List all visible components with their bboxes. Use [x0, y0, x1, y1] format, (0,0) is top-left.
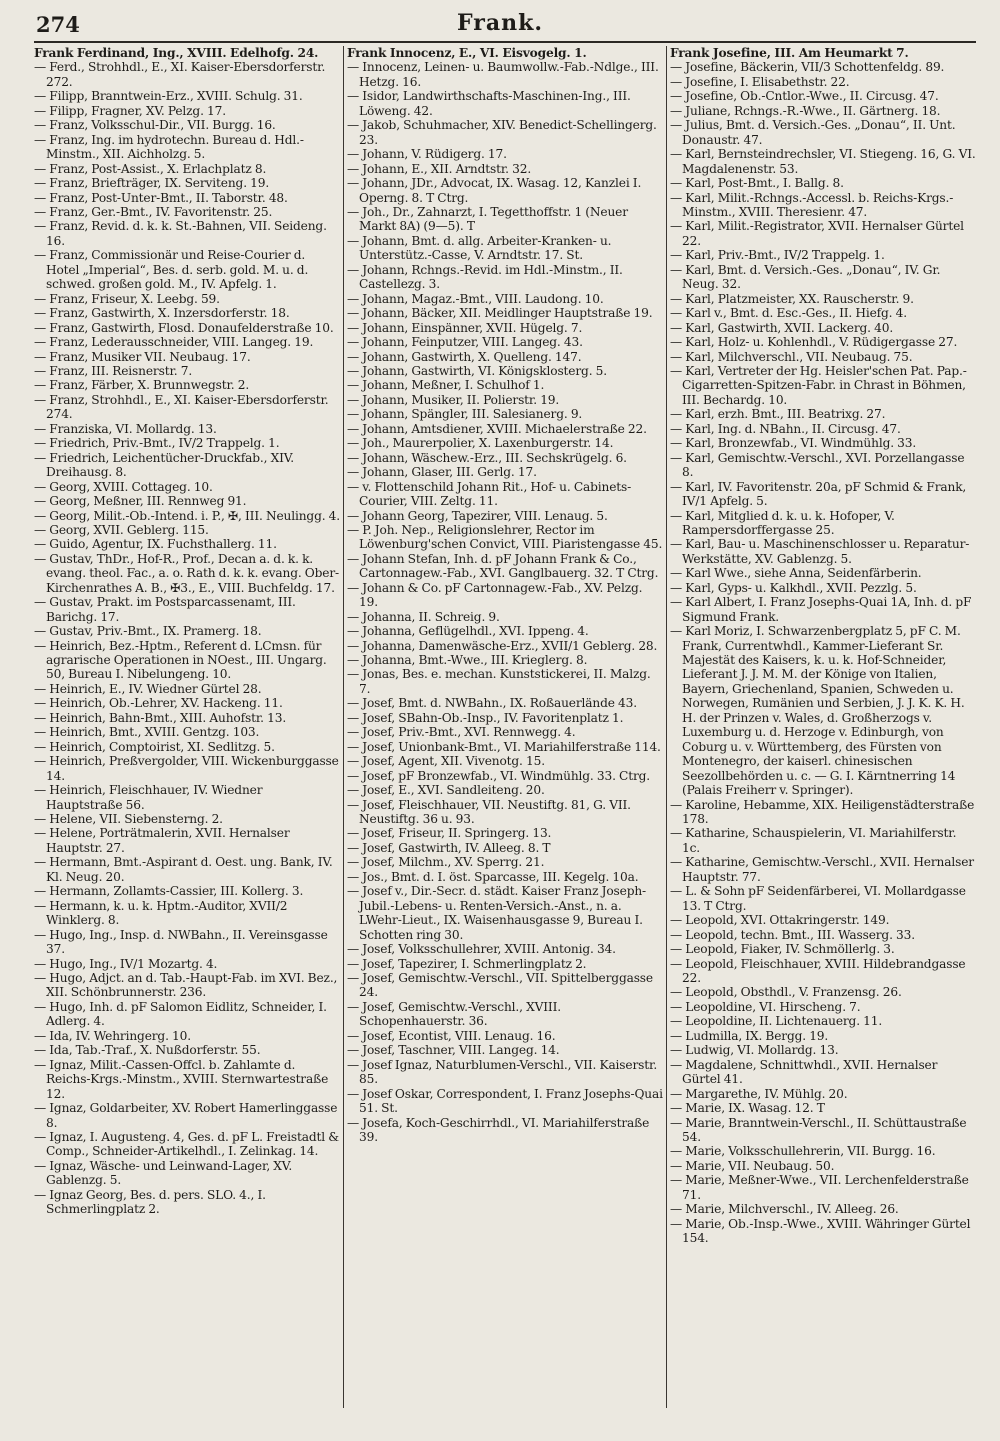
directory-entry: — Heinrich, Bez.-Hptm., Referent d. LCmsn. für agrarische Operationen in NOest., III. Ungarg. 50, Bureau I. Nibelungeng. 10.: [34, 638, 327, 682]
directory-entry: — Karl Albert, I. Franz Josephs-Quai 1A, Inh. d. pF Sigmund Frank.: [670, 595, 972, 624]
directory-entry: — Johann, Gastwirth, VI. Königsklosterg. 5.: [347, 363, 607, 378]
directory-entry: — Heinrich, Ob.-Lehrer, XV. Hackeng. 11.: [34, 696, 283, 711]
directory-entry: — Josef v., Dir.-Secr. d. städt. Kaiser Franz Joseph-Jubil.-Lebens- u. Renten-Versich.-Anst., n. a. LWehr-Lieut., IX. Waisenhausgasse 9, Bureau I. Schotten ring 30.: [347, 884, 647, 942]
directory-entry: — Gustav, Priv.-Bmt., IX. Pramerg. 18.: [34, 624, 262, 639]
directory-entry: — Karl, Bau- u. Maschinenschlosser u. Reparatur-Werkstätte, XV. Gablenzg. 5.: [670, 537, 970, 566]
directory-entry: — Franz, Musiker VII. Neubaug. 17.: [34, 349, 251, 364]
directory-entry: — Johann, Bäcker, XII. Meidlinger Hauptstraße 19.: [347, 306, 653, 321]
column-right: [670, 46, 976, 1406]
directory-entry: — Franz, Briefträger, IX. Serviteng. 19.: [34, 176, 270, 191]
directory-entry: — Ignaz, I. Augusteng. 4, Ges. d. pF L. Freistadtl & Comp., Schneider-Artikelhdl., I. Zelinkag. 14.: [34, 1129, 339, 1159]
directory-entry: — Georg, Milit.-Ob.-Intend. i. P., ✠, III. Neulingg. 4.: [34, 508, 340, 523]
directory-entry: — Karl Wwe., siehe Anna, Seidenfärberin.: [670, 566, 922, 581]
directory-entry: — Josefine, I. Elisabethstr. 22.: [670, 74, 850, 89]
directory-entry: — Josef, Friseur, II. Springerg. 13.: [347, 826, 552, 841]
directory-entry: — Hugo, Ing., Insp. d. NWBahn., II. Vereinsgasse 37.: [34, 927, 328, 957]
directory-entry: — Josef, Agent, XII. Vivenotg. 15.: [347, 754, 545, 769]
directory-entry: — Innocenz, Leinen- u. Baumwollw.-Fab.-Ndlge., III. Hetzg. 16.: [347, 60, 659, 89]
directory-entry: — Isidor, Landwirthschafts-Maschinen-Ing., III. Löweng. 42.: [347, 89, 631, 118]
directory-entry: — Josefine, Ob.-Cntlor.-Wwe., II. Circusg. 47.: [670, 89, 939, 104]
directory-entry: — Karl, Ing. d. NBahn., II. Circusg. 47.: [670, 421, 901, 436]
directory-entry: — Franz, Volksschul-Dir., VII. Burgg. 16.: [34, 118, 276, 133]
directory-entry: — Georg, XVII. Geblerg. 115.: [34, 522, 209, 537]
directory-entry: — Johann, Feinputzer, VIII. Langeg. 43.: [347, 335, 583, 350]
directory-entry: — Johann, Bmt. d. allg. Arbeiter-Kranken- u. Unterstütz.-Casse, V. Arndtstr. 17. St.: [347, 233, 612, 263]
directory-entry: — Marie, Branntwein-Verschl., II. Schüttaustraße 54.: [670, 1115, 967, 1144]
directory-entry: — Josef, SBahn-Ob.-Insp., IV. Favoritenplatz 1.: [347, 710, 624, 725]
directory-entry: — Marie, Milchverschl., IV. Alleeg. 26.: [670, 1202, 899, 1217]
directory-entry: — Guido, Agentur, IX. Fuchsthallerg. 11.: [34, 537, 277, 552]
directory-entry: — Johanna, Damenwäsche-Erz., XVII/1 Geblerg. 28.: [347, 638, 658, 653]
directory-entry: — Franziska, VI. Mollardg. 13.: [34, 421, 217, 436]
directory-entry: — Karl v., Bmt. d. Esc.-Ges., II. Hiefg. 4.: [670, 306, 907, 321]
directory-entry: — Katharine, Gemischtw.-Verschl., XVII. Hernalser Hauptstr. 77.: [670, 855, 974, 884]
directory-entry: — L. & Sohn pF Seidenfärberei, VI. Mollardgasse 13. T Ctrg.: [670, 884, 966, 913]
directory-entry: — Josef Oskar, Correspondent, I. Franz Josephs-Quai 51. St.: [347, 1086, 663, 1116]
directory-entry: — Karl, IV. Favoritenstr. 20a, pF Schmid & Frank, IV/1 Apfelg. 5.: [670, 479, 967, 509]
directory-entry: — Karl, Gemischtw.-Verschl., XVI. Porzellangasse 8.: [670, 450, 965, 480]
directory-entry: — Josef, Tapezirer, I. Schmerlingplatz 2.: [347, 956, 587, 971]
page-number: 274: [36, 12, 80, 37]
directory-entry: — Heinrich, Comptoirist, XI. Sedlitzg. 5.: [34, 739, 275, 754]
directory-entry: — Helene, VII. Siebensterng. 2.: [34, 812, 223, 827]
directory-entry: — Juliane, Rchngs.-R.-Wwe., II. Gärtnerg. 18.: [670, 103, 941, 118]
directory-entry: — Georg, XVIII. Cottageg. 10.: [34, 479, 213, 494]
directory-entry: — Hermann, Zollamts-Cassier, III. Kollerg. 3.: [34, 884, 304, 899]
directory-entry: — Leopoldine, VI. Hirscheng. 7.: [670, 999, 861, 1014]
directory-entry: — Franz, Friseur, X. Leebg. 59.: [34, 291, 220, 306]
directory-entry: — Ignaz, Wäsche- und Leinwand-Lager, XV. Gablenzg. 5.: [34, 1158, 293, 1188]
directory-entry: — Karl, Gastwirth, XVII. Lackerg. 40.: [670, 320, 894, 335]
directory-entry: — Franz, Post-Assist., X. Erlachplatz 8.: [34, 161, 267, 176]
directory-entry: — Franz, Revid. d. k. k. St.-Bahnen, VII. Seideng. 16.: [34, 219, 327, 248]
directory-entry: — Julius, Bmt. d. Versich.-Ges. „Donau“, II. Unt. Donaustr. 47.: [670, 118, 956, 147]
directory-entry: — Josefine, Bäckerin, VII/3 Schottenfeldg. 89.: [670, 60, 945, 75]
directory-entry: — Marie, Meßner-Wwe., VII. Lerchenfelderstraße 71.: [670, 1173, 969, 1202]
directory-entry: — Karl, Milit.-Registrator, XVII. Hernalser Gürtel 22.: [670, 219, 964, 248]
directory-entry: — Josef, Bmt. d. NWBahn., IX. Roßauerlände 43.: [347, 696, 637, 711]
directory-entry: — Heinrich, Bahn-Bmt., XIII. Auhofstr. 13.: [34, 710, 287, 725]
directory-entry: — Joh., Maurerpolier, X. Laxenburgerstr. 14.: [347, 436, 614, 451]
directory-entry: — Hugo, Ing., IV/1 Mozartg. 4.: [34, 956, 218, 971]
directory-entry: — Karl, Holz- u. Kohlenhdl., V. Rüdigergasse 27.: [670, 335, 958, 350]
directory-entry: — Josefa, Koch-Geschirrhdl., VI. Mariahilferstraße 39.: [347, 1115, 650, 1144]
directory-entry: — Josef, Priv.-Bmt., XVI. Rennwegg. 4.: [347, 725, 576, 740]
directory-entry: — P. Joh. Nep., Religionslehrer, Rector im Löwenburg'schen Convict, VIII. Piaristengasse 45.: [347, 522, 663, 552]
column-middle: [347, 46, 663, 1406]
column-left: [34, 46, 340, 1406]
directory-entry: — Karl, Priv.-Bmt., IV/2 Trappelg. 1.: [670, 248, 885, 263]
directory-entry: — Jos., Bmt. d. I. öst. Sparcasse, III. Kegelg. 10a.: [347, 869, 639, 884]
directory-entry: — Hugo, Adjct. an d. Tab.-Haupt-Fab. im XVI. Bez., XII. Schönbrunnerstr. 236.: [34, 971, 338, 1000]
directory-entry: — Ludwig, VI. Mollardg. 13.: [670, 1043, 839, 1058]
directory-entry: — Heinrich, Preßvergolder, VIII. Wickenburggasse 14.: [34, 754, 339, 783]
directory-entry: — Jonas, Bes. e. mechan. Kunststickerei, II. Malzg. 7.: [347, 667, 651, 696]
directory-entry: — Marie, IX. Wasag. 12. T: [670, 1101, 825, 1116]
directory-entry: Frank Innocenz, E., VI. Eisvogelg. 1.: [347, 46, 587, 60]
directory-entry: — Ignaz, Milit.-Cassen-Offcl. b. Zahlamte d. Reichs-Krgs.-Minstm., XVIII. Sternwartestraße 12.: [34, 1057, 329, 1101]
directory-entry: — Josef Ignaz, Naturblumen-Verschl., VII. Kaiserstr. 85.: [347, 1057, 658, 1087]
directory-entry: — Leopoldine, II. Lichtenauerg. 11.: [670, 1014, 883, 1029]
directory-entry: — Josef, Econtist, VIII. Lenaug. 16.: [347, 1028, 556, 1043]
directory-entry: — Ida, IV. Wehringerg. 10.: [34, 1028, 191, 1043]
directory-entry: — Johann, Meßner, I. Schulhof 1.: [347, 378, 545, 393]
directory-entry: — Gustav, Prakt. im Postsparcassenamt, III. Barichg. 17.: [34, 595, 296, 624]
directory-entry: — Karl, Bernsteindrechsler, VI. Stiegeng. 16, G. VI. Magdalenenstr. 53.: [670, 147, 976, 176]
directory-entry: — Hugo, Inh. d. pF Salomon Eidlitz, Schneider, I. Adlerg. 4.: [34, 999, 327, 1029]
directory-entry: — Margarethe, IV. Mühlg. 20.: [670, 1086, 848, 1101]
directory-entry: — Johann, V. Rüdigerg. 17.: [347, 147, 507, 162]
directory-entry: — Leopold, Fleischhauer, XVIII. Hildebrandgasse 22.: [670, 956, 966, 985]
directory-entry: — Karl, Platzmeister, XX. Rauscherstr. 9.: [670, 291, 914, 306]
directory-entry: — Josef, pF Bronzewfab., VI. Windmühlg. 33. Ctrg.: [347, 768, 651, 783]
directory-entry: — Karl, Mitglied d. k. u. k. Hofoper, V. Rampersdorffergasse 25.: [670, 508, 895, 537]
directory-entry: — Karl, Gyps- u. Kalkhdl., XVII. Pezzlg. 5.: [670, 580, 917, 595]
directory-entry: — Johann Stefan, Inh. d. pF Johann Frank & Co., Cartonnagew.-Fab., XVI. Ganglbauerg. 32. T Ctrg.: [347, 551, 659, 581]
directory-entry: — Karl, Bronzewfab., VI. Windmühlg. 33.: [670, 436, 917, 451]
directory-entry: — Joh., Dr., Zahnarzt, I. Tegetthoffstr. 1 (Neuer Markt 8A) (9—5). T: [347, 204, 628, 234]
directory-entry: — Johann, Spängler, III. Salesianerg. 9.: [347, 407, 583, 422]
directory-entry: — Heinrich, E., IV. Wiedner Gürtel 28.: [34, 681, 262, 696]
directory-entry: — Karl, Milchverschl., VII. Neubaug. 75.: [670, 349, 913, 364]
directory-entry: — v. Flottenschild Johann Rit., Hof- u. Cabinets-Courier, VIII. Zeltg. 11.: [347, 479, 632, 509]
directory-entry: — Leopold, Obsthdl., V. Franzensg. 26.: [670, 985, 902, 1000]
directory-entry: — Friedrich, Leichentücher-Druckfab., XIV. Dreihausg. 8.: [34, 450, 295, 480]
directory-entry: — Helene, Porträtmalerin, XVII. Hernalser Hauptstr. 27.: [34, 826, 290, 855]
directory-entry: — Franz, Commissionär und Reise-Courier d. Hotel „Imperial“, Bes. d. serb. gold. M. u. d. schwed. großen gold. M., IV. Apfelg. 1.: [34, 248, 309, 292]
directory-entry: — Ludmilla, IX. Bergg. 19.: [670, 1028, 829, 1043]
directory-entry: — Magdalene, Schnittwhdl., XVII. Hernalser Gürtel 41.: [670, 1057, 938, 1087]
directory-entry: Frank Ferdinand, Ing., XVIII. Edelhofg. 24.: [34, 46, 319, 60]
directory-entry: — Johann, Glaser, III. Gerlg. 17.: [347, 465, 537, 480]
directory-entry: — Karl, Milit.-Rchngs.-Accessl. b. Reichs-Krgs.-Minstm., XVIII. Theresienr. 47.: [670, 190, 954, 219]
directory-entry: — Johann, Magaz.-Bmt., VIII. Laudong. 10.: [347, 291, 604, 306]
directory-entry: — Franz, Post-Unter-Bmt., II. Taborstr. 48.: [34, 190, 288, 205]
directory-entry: Frank Josefine, III. Am Heumarkt 7.: [670, 46, 909, 60]
directory-entry: — Hermann, Bmt.-Aspirant d. Oest. ung. Bank, IV. Kl. Neug. 20.: [34, 855, 333, 884]
directory-entry: — Franz, Ger.-Bmt., IV. Favoritenstr. 25.: [34, 204, 273, 219]
directory-entry: — Marie, Volksschullehrerin, VII. Burgg. 16.: [670, 1144, 936, 1159]
directory-entry: — Karl, Vertreter der Hg. Heisler'schen Pat. Pap.-Cigarretten-Spitzen-Fabr. in Chrast in Böhmen, III. Bechardg. 10.: [670, 363, 967, 407]
directory-entry: — Josef, Taschner, VIII. Langeg. 14.: [347, 1043, 560, 1058]
directory-entry: — Johann, JDr., Advocat, IX. Wasag. 12, Kanzlei I. Operng. 8. T Ctrg.: [347, 176, 642, 205]
directory-entry: — Josef, Milchm., XV. Sperrg. 21.: [347, 855, 545, 870]
directory-entry: — Gustav, ThDr., Hof-R., Prof., Decan a. d. k. k. evang. theol. Fac., a. o. Rath d. k. k. evang. Ober-Kirchenrathes A. B., ✠3., E., VIII. Buchfeldg. 17.: [34, 551, 340, 595]
directory-entry: — Johanna, Bmt.-Wwe., III. Krieglerg. 8.: [347, 653, 588, 668]
directory-entry: — Leopold, Fiaker, IV. Schmöllerlg. 3.: [670, 942, 895, 957]
directory-entry: — Katharine, Schauspielerin, VI. Mariahilferstr. 1c.: [670, 826, 957, 855]
directory-entry: — Johanna, II. Schreig. 9.: [347, 609, 500, 624]
directory-entry: — Karl, erzh. Bmt., III. Beatrixg. 27.: [670, 407, 886, 422]
directory-entry: — Franz, Färber, X. Brunnwegstr. 2.: [34, 378, 250, 393]
directory-entry: — Marie, Ob.-Insp.-Wwe., XVIII. Währinger Gürtel 154.: [670, 1216, 971, 1246]
directory-entry: — Ida, Tab.-Traf., X. Nußdorferstr. 55.: [34, 1043, 261, 1058]
directory-entry: — Johann Georg, Tapezirer, VIII. Lenaug. 5.: [347, 508, 608, 523]
directory-entry: — Friedrich, Priv.-Bmt., IV/2 Trappelg. 1.: [34, 436, 280, 451]
directory-entry: — Franz, Lederausschneider, VIII. Langeg. 19.: [34, 335, 314, 350]
directory-entry: — Johanna, Geflügelhdl., XVI. Ippeng. 4.: [347, 624, 589, 639]
page-title: Frank.: [457, 10, 543, 36]
directory-entry: — Ignaz, Goldarbeiter, XV. Robert Hamerlinggasse 8.: [34, 1101, 338, 1130]
directory-entry: — Franz, Gastwirth, X. Inzersdorferstr. 18.: [34, 306, 290, 321]
directory-entry: — Filipp, Fragner, XV. Pelzg. 17.: [34, 103, 226, 118]
directory-entry: — Franz, Strohhdl., E., XI. Kaiser-Ebersdorferstr. 274.: [34, 392, 329, 422]
directory-entry: — Ignaz Georg, Bes. d. pers. SLO. 4., I. Schmerlingplatz 2.: [34, 1187, 266, 1217]
directory-entry: — Johann, Wäschew.-Erz., III. Sechskrügelg. 6.: [347, 450, 627, 465]
directory-entry: — Karl, Bmt. d. Versich.-Ges. „Donau“, IV. Gr. Neug. 32.: [670, 262, 941, 292]
directory-entry: — Franz, Ing. im hydrotechn. Bureau d. Hdl.-Minstm., XII. Aichholzg. 5.: [34, 132, 304, 162]
directory-entry: — Leopold, techn. Bmt., III. Wasserg. 33.: [670, 927, 915, 942]
directory-entry: — Josef, Unionbank-Bmt., VI. Mariahilferstraße 114.: [347, 739, 661, 754]
directory-entry: — Josef, Volksschullehrer, XVIII. Antonig. 34.: [347, 942, 616, 957]
directory-entry: — Johann, Amtsdiener, XVIII. Michaelerstraße 22.: [347, 421, 647, 436]
directory-entry: — Heinrich, Bmt., XVIII. Gentzg. 103.: [34, 725, 260, 740]
directory-entry: — Heinrich, Fleischhauer, IV. Wiedner Hauptstraße 56.: [34, 783, 263, 812]
directory-entry: — Josef, Gemischtw.-Verschl., XVIII. Schopenhauerstr. 36.: [347, 999, 561, 1029]
directory-entry: — Josef, E., XVI. Sandleiteng. 20.: [347, 783, 545, 798]
directory-entry: — Karl Moriz, I. Schwarzenbergplatz 5, pF C. M. Frank, Currentwhdl., Kammer-Lieferant Sr. Majestät des Kaisers, k. u. k. Hof-Schneider, Lieferant J. J. M. M. der Könige von Italien, Bayern, Griechenland, Spanien, Schweden u. Norwegen, Rumänien und Serbien, J. J. K. K. H. H. der Prinzen v. Wales, d. Großherzogs v. Luxemburg u. d. Herzoge v. Edinburgh, von Coburg u. v. Württemberg, des Fürsten von Montenegro, der kaiserl. chinesischen Seezollbehörden u. c. — G. I. Kärntnerring 14 (Palais Freiherr v. Springer).: [670, 624, 965, 798]
directory-entry: — Josef, Gastwirth, IV. Alleeg. 8. T: [347, 840, 551, 855]
directory-entry: — Karoline, Hebamme, XIX. Heiligenstädterstraße 178.: [670, 797, 975, 827]
directory-entry: — Johann, E., XII. Arndtstr. 32.: [347, 161, 532, 176]
directory-entry: — Josef, Fleischhauer, VII. Neustiftg. 81, G. VII. Neustiftg. 36 u. 93.: [347, 797, 631, 827]
column-divider: [343, 46, 344, 1408]
header-rule: [34, 41, 976, 43]
directory-entry: — Franz, Gastwirth, Flosd. Donaufelderstraße 10.: [34, 320, 334, 335]
directory-entry: — Johann & Co. pF Cartonnagew.-Fab., XV. Pelzg. 19.: [347, 580, 643, 610]
directory-entry: — Franz, III. Reisnerstr. 7.: [34, 363, 193, 378]
column-divider: [666, 46, 667, 1408]
directory-entry: — Georg, Meßner, III. Rennweg 91.: [34, 494, 247, 509]
directory-entry: — Johann, Einspänner, XVII. Hügelg. 7.: [347, 320, 583, 335]
directory-entry: — Hermann, k. u. k. Hptm.-Auditor, XVII/2 Winklerg. 8.: [34, 898, 288, 928]
directory-entry: — Karl, Post-Bmt., I. Ballg. 8.: [670, 176, 844, 191]
directory-entry: — Johann, Rchngs.-Revid. im Hdl.-Minstm., II. Castellezg. 3.: [347, 262, 623, 292]
directory-entry: — Jakob, Schuhmacher, XIV. Benedict-Schellingerg. 23.: [347, 118, 657, 147]
directory-entry: — Ferd., Strohhdl., E., XI. Kaiser-Ebersdorferstr. 272.: [34, 60, 326, 89]
directory-entry: — Johann, Musiker, II. Polierstr. 19.: [347, 392, 560, 407]
directory-entry: — Leopold, XVI. Ottakringerstr. 149.: [670, 913, 890, 928]
page-header: [0, 0, 1000, 46]
directory-entry: — Marie, VII. Neubaug. 50.: [670, 1158, 835, 1173]
directory-entry: — Filipp, Branntwein-Erz., XVIII. Schulg. 31.: [34, 89, 303, 104]
directory-entry: — Johann, Gastwirth, X. Quelleng. 147.: [347, 349, 582, 364]
directory-entry: — Josef, Gemischtw.-Verschl., VII. Spittelberggasse 24.: [347, 971, 653, 1000]
